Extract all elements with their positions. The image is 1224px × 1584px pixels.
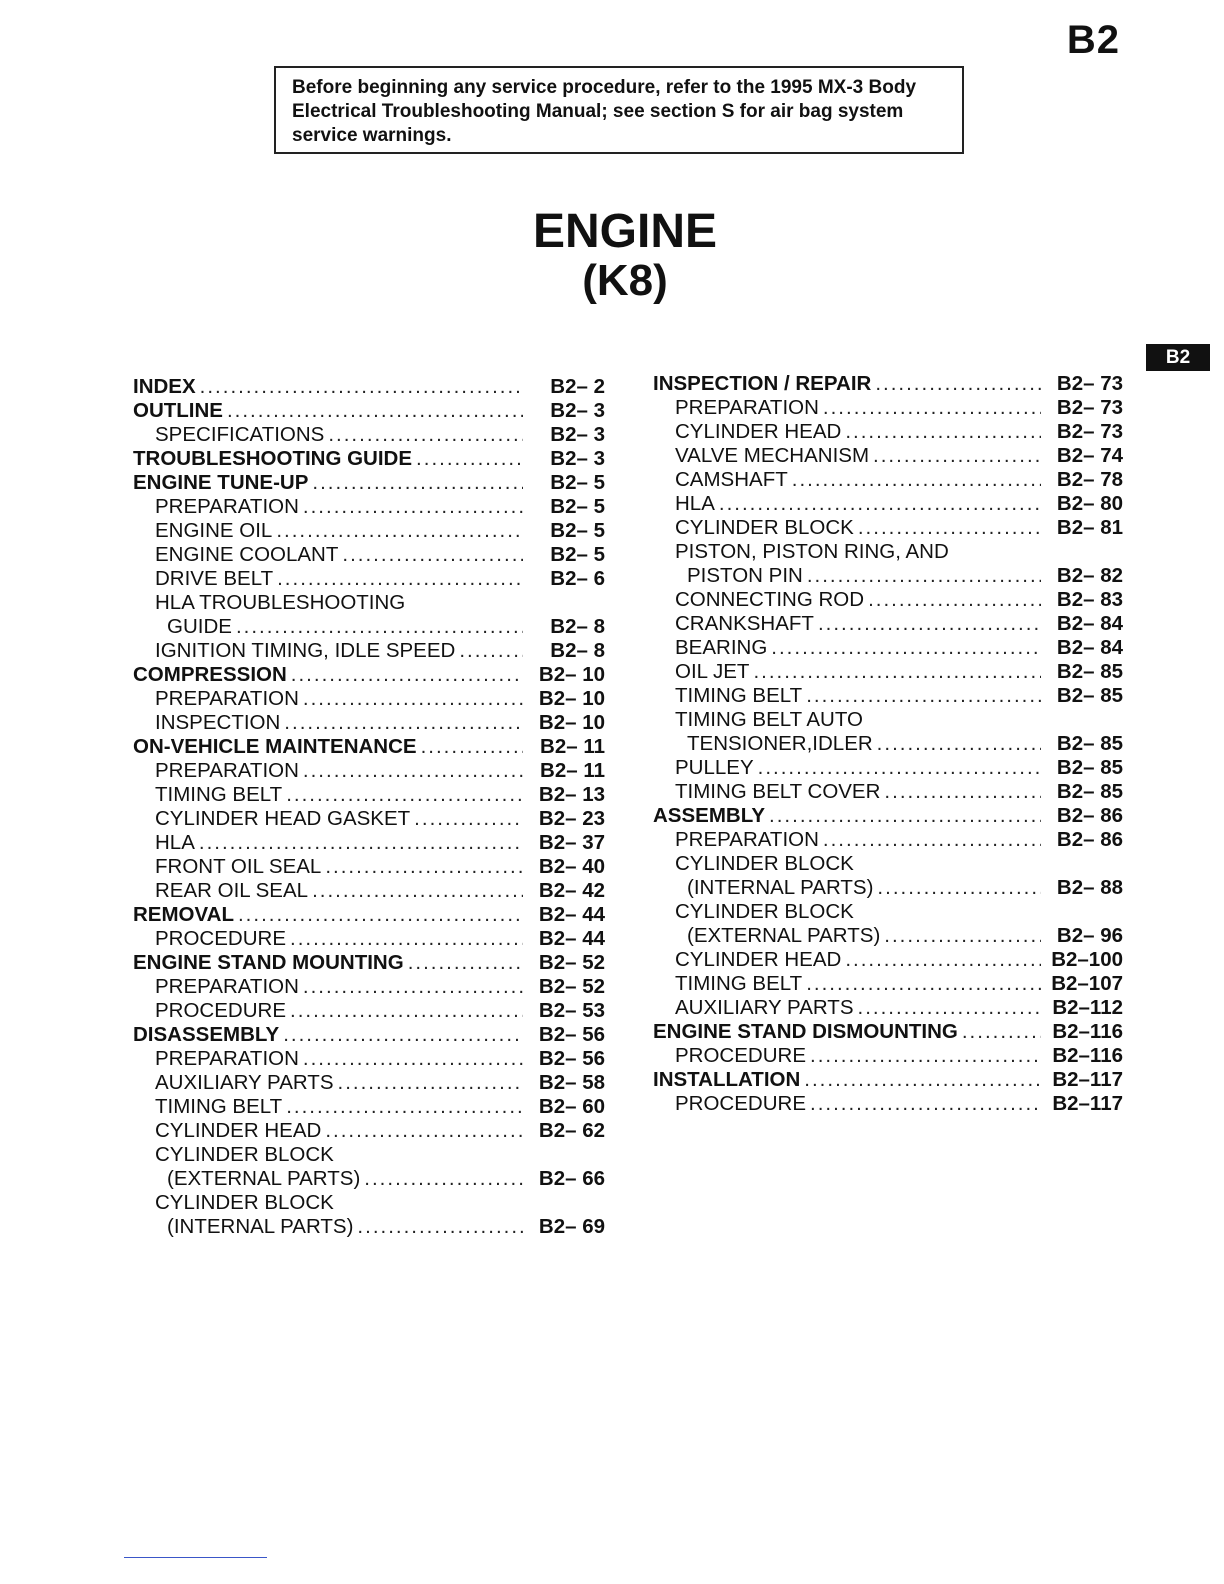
toc-item-label: VALVE MECHANISM: [675, 444, 870, 467]
toc-item-label: ENGINE COOLANT: [155, 543, 339, 566]
dot-leader: [277, 567, 523, 591]
toc-item-label: CYLINDER BLOCK: [675, 516, 854, 539]
toc-item-label: PROCEDURE: [675, 1092, 806, 1115]
toc-item-label: ENGINE STAND MOUNTING: [133, 951, 404, 974]
toc-item-page: B2– 8: [550, 639, 605, 662]
toc-item-pulley[interactable]: [653, 756, 1123, 780]
toc-item-label: ON-VEHICLE MAINTENANCE: [133, 735, 417, 758]
toc-item-page: B2– 85: [1056, 732, 1123, 755]
toc-item-label: (INTERNAL PARTS): [687, 876, 874, 899]
dot-leader: [199, 831, 523, 855]
toc-item-index[interactable]: [133, 375, 605, 399]
toc-item-label: TROUBLESHOOTING GUIDE: [133, 447, 413, 470]
dot-leader: [719, 492, 1041, 516]
toc-item-page: B2– 44: [538, 903, 605, 926]
toc-item-auxiliary-parts[interactable]: [653, 996, 1123, 1020]
toc-item-page: B2– 3: [550, 423, 605, 446]
toc-item-engine-coolant[interactable]: [133, 543, 605, 567]
toc-item-label: PREPARATION: [155, 495, 299, 518]
dot-leader: [845, 948, 1041, 972]
toc-item-connecting-rod[interactable]: [653, 588, 1123, 612]
toc-item-page: B2–107: [1051, 972, 1123, 995]
toc-item-page: B2– 69: [538, 1215, 605, 1238]
toc-item-label: CYLINDER HEAD: [675, 420, 842, 443]
toc-item-on-vehicle-maintenance[interactable]: [133, 735, 605, 759]
toc-item-label: CYLINDER BLOCK: [155, 1191, 334, 1214]
dot-leader: [414, 807, 523, 831]
toc-item-engine-stand-dismounting[interactable]: [653, 1020, 1123, 1044]
toc-item-page: B2– 82: [1056, 564, 1123, 587]
toc-item-page: B2– 81: [1056, 516, 1123, 539]
toc-item-label: TIMING BELT AUTO: [675, 708, 863, 731]
toc-item-label: TIMING BELT: [155, 783, 283, 806]
dot-leader: [303, 759, 523, 783]
toc-item-label: HLA TROUBLESHOOTING: [155, 591, 406, 614]
toc-item-page: B2– 53: [538, 999, 605, 1022]
dot-leader: [804, 1068, 1041, 1092]
dot-leader: [286, 1095, 523, 1119]
toc-item-label: PISTON, PISTON RING, AND: [675, 540, 949, 563]
toc-item-preparation[interactable]: [653, 396, 1123, 420]
toc-item-label: GUIDE: [167, 615, 232, 638]
toc-item-label: DRIVE BELT: [155, 567, 274, 590]
toc-item-page: B2– 11: [540, 759, 605, 782]
toc-item-timing-belt[interactable]: [653, 972, 1123, 996]
toc-item-removal[interactable]: [133, 903, 605, 927]
toc-item-page: B2– 88: [1056, 876, 1123, 899]
toc-item-label: CYLINDER BLOCK: [675, 852, 854, 875]
toc-item-label: INSTALLATION: [653, 1068, 801, 1091]
toc-item-preparation[interactable]: [133, 975, 605, 999]
dot-leader: [818, 612, 1041, 636]
toc-item-assembly[interactable]: [653, 804, 1123, 828]
toc-item-page: B2– 44: [538, 927, 605, 950]
dot-leader: [884, 924, 1041, 948]
toc-item-page: B2– 5: [550, 471, 605, 494]
toc-item-page: B2–112: [1052, 996, 1123, 1019]
toc-item-page: B2– 60: [538, 1095, 605, 1118]
toc-item-timing-belt[interactable]: [133, 1095, 605, 1119]
toc-item-preparation[interactable]: [133, 759, 605, 783]
toc-item-page: B2– 56: [538, 1023, 605, 1046]
dot-leader: [769, 804, 1041, 828]
dot-leader: [312, 879, 523, 903]
dot-leader: [962, 1020, 1041, 1044]
toc-item-page: B2– 86: [1056, 804, 1123, 827]
toc-item-cylinder-block[interactable]: [133, 1191, 605, 1215]
dot-leader: [884, 780, 1041, 804]
toc-item-preparation[interactable]: [133, 495, 605, 519]
dot-leader: [858, 516, 1041, 540]
toc-item-page: B2– 52: [538, 975, 605, 998]
toc-item-label: AUXILIARY PARTS: [155, 1071, 334, 1094]
toc-item-engine-stand-mounting[interactable]: [133, 951, 605, 975]
toc-item-page: B2– 85: [1056, 756, 1123, 779]
dot-leader: [753, 660, 1041, 684]
toc-item-internal-parts[interactable]: [133, 1215, 605, 1239]
toc-item-page: B2–116: [1052, 1044, 1123, 1067]
dot-leader: [806, 972, 1041, 996]
toc-item-page: B2–117: [1052, 1068, 1123, 1091]
toc-item-label: PROCEDURE: [155, 927, 286, 950]
toc-item-cylinder-head[interactable]: [653, 948, 1123, 972]
dot-leader: [276, 519, 523, 543]
dot-leader: [416, 447, 523, 471]
toc-item-label: INDEX: [133, 375, 196, 398]
toc-item-label: PROCEDURE: [155, 999, 286, 1022]
toc-item-label: IGNITION TIMING, IDLE SPEED: [155, 639, 456, 662]
toc-item-label: PROCEDURE: [675, 1044, 806, 1067]
toc-item-page: B2– 23: [538, 807, 605, 830]
toc-item-label: PULLEY: [675, 756, 754, 779]
dot-leader: [810, 1044, 1041, 1068]
toc-item-bearing[interactable]: [653, 636, 1123, 660]
toc-item-inspection-repair[interactable]: [653, 372, 1123, 396]
dot-leader: [408, 951, 523, 975]
toc-item-page: B2– 52: [538, 951, 605, 974]
toc-item-page: B2– 5: [550, 495, 605, 518]
toc-item-page: B2– 11: [540, 735, 605, 758]
toc-item-page: B2– 85: [1056, 684, 1123, 707]
toc-item-timing-belt-auto[interactable]: [653, 708, 1123, 732]
toc-item-page: B2– 80: [1056, 492, 1123, 515]
toc-item-external-parts[interactable]: [133, 1167, 605, 1191]
toc-item-page: B2– 8: [550, 615, 605, 638]
toc-item-page: B2– 66: [538, 1167, 605, 1190]
toc-item-disassembly[interactable]: [133, 1023, 605, 1047]
dot-leader: [873, 444, 1041, 468]
toc-item-procedure[interactable]: [133, 927, 605, 951]
toc-item-inspection[interactable]: [133, 711, 605, 735]
toc-item-crankshaft[interactable]: [653, 612, 1123, 636]
dot-leader: [325, 1119, 523, 1143]
toc-item-label: BEARING: [675, 636, 768, 659]
toc-item-procedure[interactable]: [133, 999, 605, 1023]
toc-item-cylinder-block[interactable]: [133, 1143, 605, 1167]
toc-item-page: B2–100: [1051, 948, 1123, 971]
toc-item-compression[interactable]: [133, 663, 605, 687]
toc-item-page: B2– 85: [1056, 780, 1123, 803]
toc-item-label: TIMING BELT: [155, 1095, 283, 1118]
page-subtitle: (K8): [582, 256, 668, 305]
dot-leader: [807, 564, 1041, 588]
toc-item-page: B2– 5: [550, 543, 605, 566]
toc-item-page: B2– 74: [1056, 444, 1123, 467]
toc-item-valve-mechanism[interactable]: [653, 444, 1123, 468]
toc-item-cylinder-block[interactable]: [653, 900, 1123, 924]
toc-item-camshaft[interactable]: [653, 468, 1123, 492]
toc-item-installation[interactable]: [653, 1068, 1123, 1092]
toc-item-outline[interactable]: [133, 399, 605, 423]
dot-leader: [875, 372, 1041, 396]
dot-leader: [325, 855, 523, 879]
toc-right-column: [653, 372, 1123, 1116]
toc-item-page: B2– 42: [538, 879, 605, 902]
toc-item-label: SPECIFICATIONS: [155, 423, 325, 446]
toc-item-page: B2–117: [1052, 1092, 1123, 1115]
toc-item-cylinder-block[interactable]: [653, 516, 1123, 540]
dot-leader: [303, 975, 523, 999]
toc-item-label: PREPARATION: [155, 759, 299, 782]
toc-item-ignition-timing-idle-speed[interactable]: [133, 639, 605, 663]
toc-item-label: CYLINDER HEAD GASKET: [155, 807, 411, 830]
toc-item-label: (EXTERNAL PARTS): [167, 1167, 361, 1190]
toc-item-timing-belt[interactable]: [653, 684, 1123, 708]
toc-item-engine-oil[interactable]: [133, 519, 605, 543]
toc-item-label: CYLINDER BLOCK: [155, 1143, 334, 1166]
toc-item-label: OUTLINE: [133, 399, 223, 422]
toc-item-page: B2– 83: [1056, 588, 1123, 611]
toc-item-page: B2– 58: [538, 1071, 605, 1094]
toc-item-page: B2– 40: [538, 855, 605, 878]
toc-item-page: B2– 78: [1056, 468, 1123, 491]
toc-item-label: INSPECTION: [155, 711, 281, 734]
toc-item-rear-oil-seal[interactable]: [133, 879, 605, 903]
dot-leader: [236, 615, 523, 639]
dot-leader: [421, 735, 523, 759]
toc-item-troubleshooting-guide[interactable]: [133, 447, 605, 471]
toc-item-label: TENSIONER,IDLER: [687, 732, 873, 755]
toc-item-page: B2– 86: [1056, 828, 1123, 851]
section-code: B2: [1066, 18, 1120, 62]
toc-item-label: PREPARATION: [155, 1047, 299, 1070]
toc-item-hla[interactable]: [653, 492, 1123, 516]
toc-item-label: FRONT OIL SEAL: [155, 855, 322, 878]
dot-leader: [758, 756, 1041, 780]
toc-item-piston-pin[interactable]: [653, 564, 1123, 588]
toc-item-oil-jet[interactable]: [653, 660, 1123, 684]
dot-leader: [312, 471, 523, 495]
toc-item-cylinder-head[interactable]: [133, 1119, 605, 1143]
dot-leader: [303, 687, 523, 711]
dot-leader: [877, 876, 1041, 900]
toc-item-auxiliary-parts[interactable]: [133, 1071, 605, 1095]
toc-item-hla-troubleshooting[interactable]: [133, 591, 605, 615]
toc-item-label: (INTERNAL PARTS): [167, 1215, 354, 1238]
toc-item-page: B2– 96: [1056, 924, 1123, 947]
toc-item-label: CONNECTING ROD: [675, 588, 865, 611]
toc-item-page: B2– 73: [1056, 396, 1123, 419]
dot-leader: [845, 420, 1041, 444]
dot-leader: [328, 423, 523, 447]
toc-item-page: B2– 56: [538, 1047, 605, 1070]
toc-item-page: B2– 10: [538, 711, 605, 734]
toc-item-tensioner-idler[interactable]: [653, 732, 1123, 756]
toc-item-page: B2– 3: [550, 447, 605, 470]
toc-item-label: CYLINDER HEAD: [675, 948, 842, 971]
toc-item-label: PISTON PIN: [687, 564, 803, 587]
toc-item-page: B2– 73: [1056, 420, 1123, 443]
toc-item-page: B2– 62: [538, 1119, 605, 1142]
toc-item-label: PREPARATION: [155, 975, 299, 998]
dot-leader: [290, 927, 523, 951]
toc-item-page: B2– 10: [538, 687, 605, 710]
toc-item-engine-tune-up[interactable]: [133, 471, 605, 495]
toc-item-label: TIMING BELT: [675, 684, 803, 707]
section-tab[interactable]: B2: [1146, 344, 1210, 371]
toc-item-preparation[interactable]: [653, 828, 1123, 852]
toc-item-guide[interactable]: [133, 615, 605, 639]
dot-leader: [823, 828, 1041, 852]
dot-leader: [303, 1047, 523, 1071]
page-title: ENGINE: [532, 205, 718, 258]
toc-item-label: AUXILIARY PARTS: [675, 996, 854, 1019]
toc-item-page: B2– 84: [1056, 612, 1123, 635]
dot-leader: [364, 1167, 523, 1191]
toc-item-label: ENGINE TUNE-UP: [133, 471, 309, 494]
toc-item-internal-parts[interactable]: [653, 876, 1123, 900]
toc-item-page: B2– 2: [550, 375, 605, 398]
toc-item-page: B2– 10: [538, 663, 605, 686]
toc-item-label: TIMING BELT COVER: [675, 780, 881, 803]
toc-item-label: OIL JET: [675, 660, 750, 683]
dot-leader: [357, 1215, 523, 1239]
dot-leader: [858, 996, 1041, 1020]
toc-item-label: CAMSHAFT: [675, 468, 788, 491]
dot-leader: [200, 375, 523, 399]
dot-leader: [291, 663, 523, 687]
toc-item-label: ENGINE STAND DISMOUNTING: [653, 1020, 958, 1043]
toc-item-procedure[interactable]: [653, 1092, 1123, 1116]
toc-item-label: TIMING BELT: [675, 972, 803, 995]
toc-item-specifications[interactable]: [133, 423, 605, 447]
toc-item-page: B2–116: [1052, 1020, 1123, 1043]
dot-leader: [810, 1092, 1041, 1116]
toc-item-page: B2– 6: [550, 567, 605, 590]
toc-item-label: (EXTERNAL PARTS): [687, 924, 881, 947]
dot-leader: [290, 999, 523, 1023]
toc-item-label: DISASSEMBLY: [133, 1023, 280, 1046]
toc-item-timing-belt-cover[interactable]: [653, 780, 1123, 804]
toc-item-page: B2– 5: [550, 519, 605, 542]
toc-item-cylinder-head[interactable]: [653, 420, 1123, 444]
toc-item-page: B2– 84: [1056, 636, 1123, 659]
dot-leader: [338, 1071, 523, 1095]
toc-item-label: COMPRESSION: [133, 663, 287, 686]
toc-item-page: B2– 13: [538, 783, 605, 806]
toc-item-procedure[interactable]: [653, 1044, 1123, 1068]
dot-leader: [238, 903, 523, 927]
dot-leader: [771, 636, 1041, 660]
toc-item-preparation[interactable]: [133, 1047, 605, 1071]
toc-item-page: B2– 85: [1056, 660, 1123, 683]
toc-item-label: PREPARATION: [675, 828, 819, 851]
toc-item-label: CYLINDER HEAD: [155, 1119, 322, 1142]
toc-item-page: B2– 3: [550, 399, 605, 422]
dot-leader: [283, 1023, 523, 1047]
toc-item-label: ENGINE OIL: [155, 519, 273, 542]
toc-item-timing-belt[interactable]: [133, 783, 605, 807]
dot-leader: [303, 495, 523, 519]
dot-leader: [877, 732, 1041, 756]
toc-item-external-parts[interactable]: [653, 924, 1123, 948]
toc-item-label: CRANKSHAFT: [675, 612, 814, 635]
dot-leader: [792, 468, 1041, 492]
toc-item-page: B2– 73: [1056, 372, 1123, 395]
service-notice-box: Before beginning any service procedure, refer to the 1995 MX-3 Body Electrical Troubleshooting Manual; see section S for air bag system service warnings.: [274, 66, 964, 154]
dot-leader: [823, 396, 1041, 420]
toc-item-cylinder-block[interactable]: [653, 852, 1123, 876]
dot-leader: [227, 399, 523, 423]
toc-item-label: PREPARATION: [155, 687, 299, 710]
toc-left-column: [133, 375, 605, 1239]
toc-item-preparation[interactable]: [133, 687, 605, 711]
dot-leader: [342, 543, 523, 567]
toc-item-label: REAR OIL SEAL: [155, 879, 309, 902]
toc-item-label: CYLINDER BLOCK: [675, 900, 854, 923]
toc-item-label: INSPECTION / REPAIR: [653, 372, 872, 395]
toc-item-label: ASSEMBLY: [653, 804, 766, 827]
toc-item-front-oil-seal[interactable]: [133, 855, 605, 879]
dot-leader: [868, 588, 1041, 612]
toc-item-label: HLA: [155, 831, 195, 854]
footer-rule: [124, 1557, 267, 1558]
toc-item-cylinder-head-gasket[interactable]: [133, 807, 605, 831]
dot-leader: [286, 783, 523, 807]
dot-leader: [459, 639, 523, 663]
dot-leader: [806, 684, 1041, 708]
toc-item-page: B2– 37: [538, 831, 605, 854]
toc-item-label: HLA: [675, 492, 715, 515]
toc-item-label: PREPARATION: [675, 396, 819, 419]
toc-item-piston-piston-ring-and[interactable]: [653, 540, 1123, 564]
toc-item-hla[interactable]: [133, 831, 605, 855]
dot-leader: [284, 711, 523, 735]
toc-item-drive-belt[interactable]: [133, 567, 605, 591]
toc-item-label: REMOVAL: [133, 903, 234, 926]
